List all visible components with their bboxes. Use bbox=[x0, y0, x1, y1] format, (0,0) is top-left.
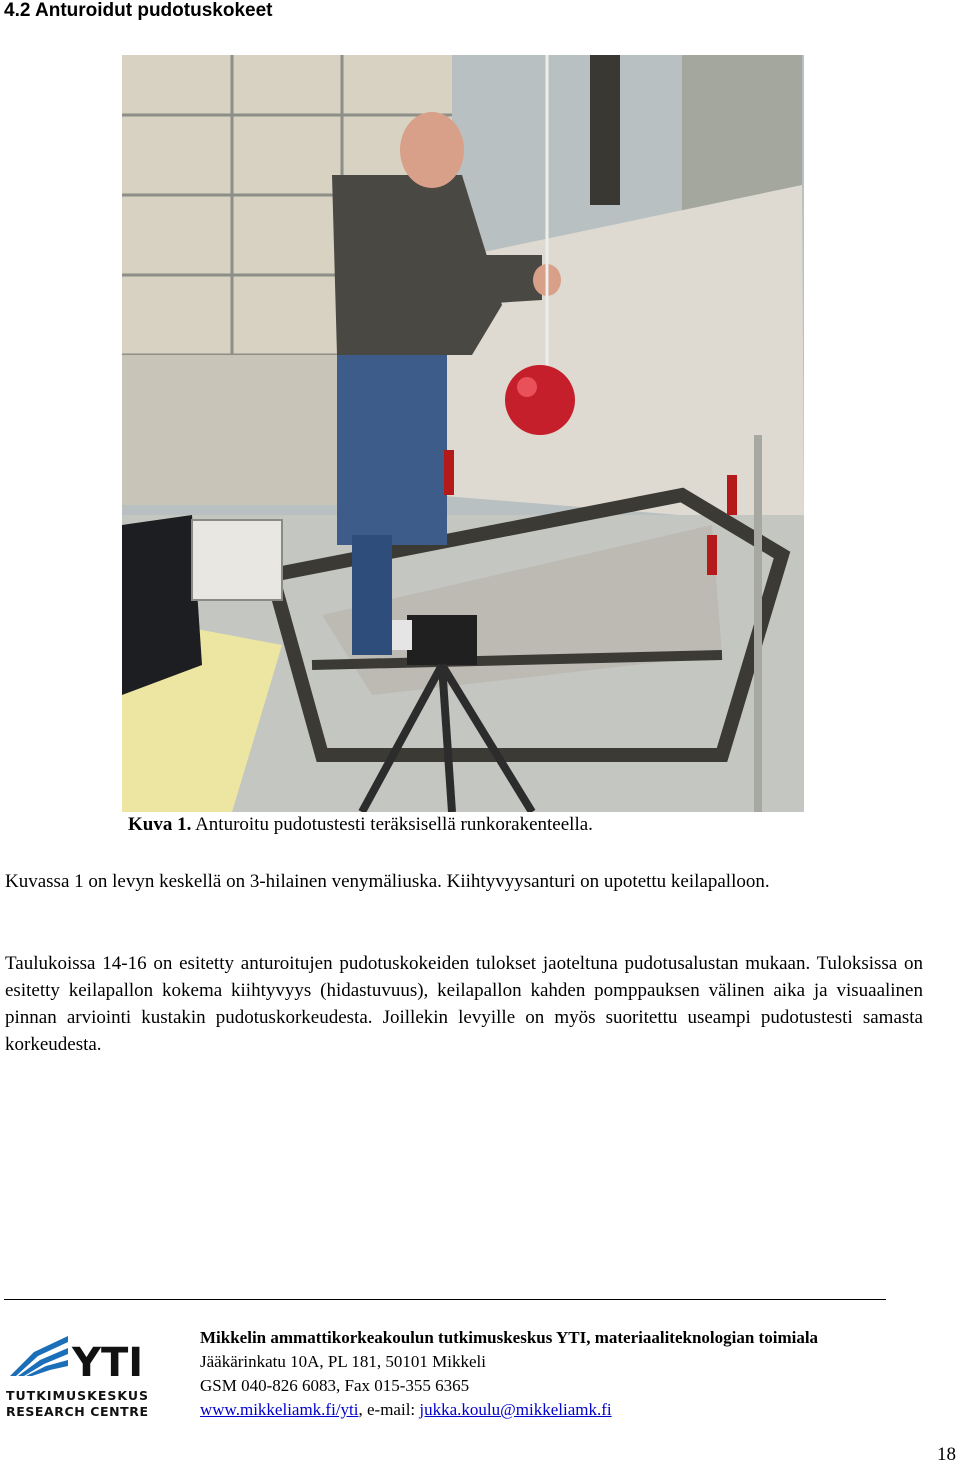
section-heading: 4.2 Anturoidut pudotuskokeet bbox=[4, 0, 273, 21]
email-separator: , e-mail: bbox=[358, 1400, 420, 1419]
caption-text: Anturoitu pudotustesti teräksisellä runkorakenteella. bbox=[195, 814, 593, 835]
caption-label: Kuva 1. bbox=[128, 814, 192, 835]
footer-organization: Mikkelin ammattikorkeakoulun tutkimuskeskus YTI, materiaaliteknologian toimiala bbox=[200, 1328, 819, 1347]
footer-divider bbox=[4, 1299, 886, 1300]
test-setup-photo bbox=[122, 55, 804, 812]
footer-links bbox=[200, 1398, 860, 1422]
website-link[interactable]: www.mikkeliamk.fi/yti bbox=[200, 1400, 359, 1419]
paragraph-1: Kuvassa 1 on levyn keskellä on 3-hilainen venymäliuska. Kiihtyvyysanturi on upotettu keilapalloon. bbox=[5, 871, 770, 892]
figure-caption bbox=[128, 814, 593, 836]
logo-line-1: TUTKIMUSKESKUS bbox=[6, 1388, 148, 1403]
logo-wordmark: YTI bbox=[72, 1340, 144, 1386]
email-link[interactable]: jukka.koulu@mikkeliamk.fi bbox=[419, 1400, 612, 1419]
paragraph-2: Taulukoissa 14-16 on esitetty anturoitujen pudotuskokeiden tulokset jaoteltuna pudotusalustan mukaan. Tuloksissa on esitetty keilapallon kokema kiihtyvyys (hidastuvuus), keilapallon kahden pomppauksen välinen aika ja visuaalinen pinnan arviointi kustakin pudotuskorkeudesta. Joillekin levyille on myös suoritettu useampi pudotustesti samasta korkeudesta. bbox=[5, 953, 923, 1055]
footer-address: Jääkärinkatu 10A, PL 181, 50101 Mikkeli bbox=[200, 1352, 486, 1371]
yti-logo bbox=[4, 1324, 152, 1420]
footer-phone: GSM 040-826 6083, Fax 015-355 6365 bbox=[200, 1376, 470, 1395]
footer-contact bbox=[200, 1326, 860, 1422]
page-number: 18 bbox=[937, 1444, 956, 1465]
logo-line-2: RESEARCH CENTRE bbox=[6, 1404, 148, 1419]
